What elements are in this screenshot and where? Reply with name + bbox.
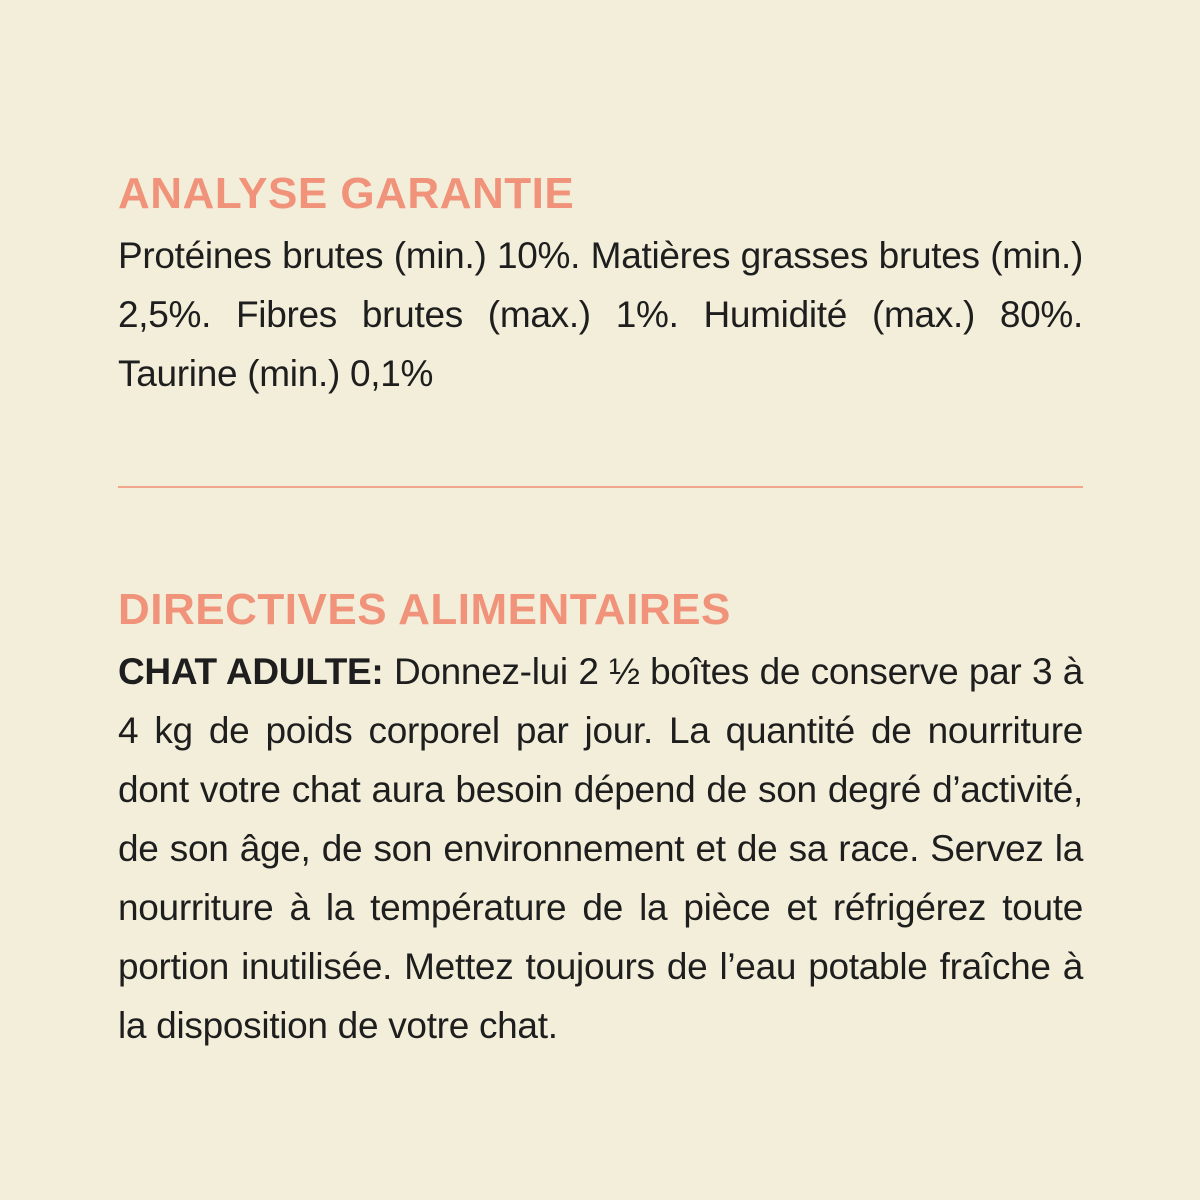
directives-alimentaires-heading: DIRECTIVES ALIMENTAIRES — [118, 585, 731, 634]
section-divider — [118, 486, 1083, 488]
directives-alimentaires-text — [118, 642, 1083, 1055]
analyse-garantie-heading: ANALYSE GARANTIE — [118, 169, 575, 218]
feeding-instructions: Donnez-lui 2 ½ boîtes de conserve par 3 à 4 kg de poids corporel par jour. La quantité de nourriture dont votre chat aura besoin dépend de son degré d’activité, de son âge, de son environnement et de sa race. Servez la nourriture à la température de la pièce et réfrigérez toute portion inutilisée. Mettez toujours de l’eau potable fraîche à la disposition de votre chat. — [118, 651, 1083, 1046]
analyse-garantie-text: Protéines brutes (min.) 10%. Matières grasses brutes (min.) 2,5%. Fibres brutes (max.) 1%. Humidité (max.) 80%. Taurine (min.) 0,1% — [118, 235, 1083, 394]
chat-adulte-label: CHAT ADULTE: — [118, 651, 384, 692]
